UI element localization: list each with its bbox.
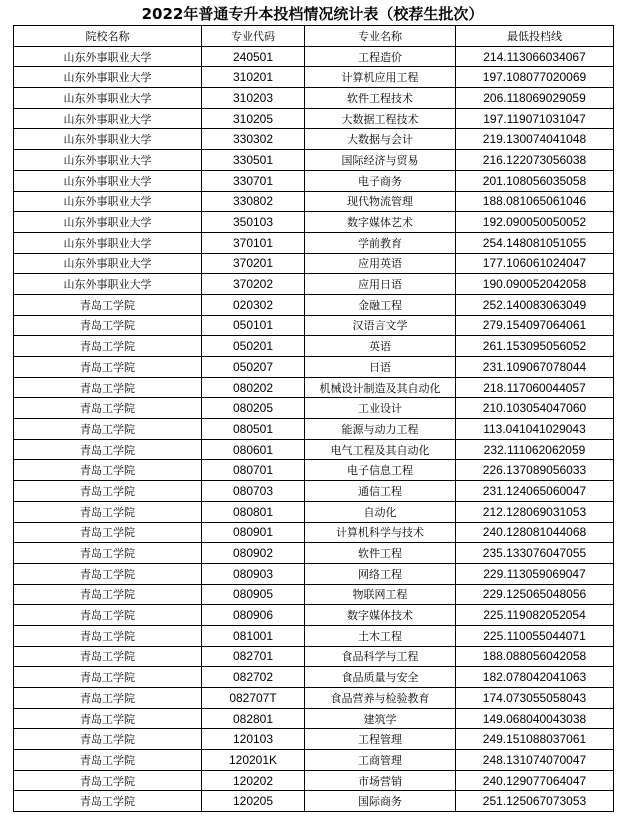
major-code-cell: 120202	[202, 770, 305, 791]
major-name-cell: 国际经济与贸易	[305, 150, 456, 171]
min-score-cell: 177.106061024047	[456, 253, 614, 274]
min-score-cell: 248.131074070047	[456, 750, 614, 771]
min-score-cell: 240.129077064047	[456, 770, 614, 791]
min-score-cell: 229.113059069047	[456, 563, 614, 584]
school-name-cell: 山东外事职业大学	[14, 170, 202, 191]
min-score-cell: 249.151088037061	[456, 729, 614, 750]
major-name-cell: 英语	[305, 336, 456, 357]
major-code-cell: 080801	[202, 501, 305, 522]
min-score-cell: 235.133076047055	[456, 543, 614, 564]
table-row	[14, 667, 614, 688]
table-row	[14, 191, 614, 212]
table-body	[14, 46, 614, 811]
table-row	[14, 46, 614, 67]
school-name-cell: 青岛工学院	[14, 481, 202, 502]
major-name-cell: 食品质量与安全	[305, 667, 456, 688]
table-row	[14, 708, 614, 729]
table-row	[14, 357, 614, 378]
table-row	[14, 791, 614, 812]
major-code-cell: 310203	[202, 88, 305, 109]
min-score-cell: 231.124065060047	[456, 481, 614, 502]
major-code-cell: 020302	[202, 294, 305, 315]
major-name-cell: 应用英语	[305, 253, 456, 274]
table-row	[14, 481, 614, 502]
major-name-cell: 计算机科学与技术	[305, 522, 456, 543]
major-name-cell: 软件工程	[305, 543, 456, 564]
min-score-cell: 240.128081044068	[456, 522, 614, 543]
major-code-cell: 330802	[202, 191, 305, 212]
min-score-cell: 219.130074041048	[456, 129, 614, 150]
min-score-cell: 182.078042041063	[456, 667, 614, 688]
school-name-cell: 山东外事职业大学	[14, 191, 202, 212]
table-header-row	[14, 26, 614, 47]
school-name-cell: 青岛工学院	[14, 688, 202, 709]
table-row	[14, 150, 614, 171]
school-name-cell: 山东外事职业大学	[14, 212, 202, 233]
major-code-cell: 310205	[202, 108, 305, 129]
page-title: 2022年普通专升本投档情况统计表（校荐生批次）	[141, 5, 484, 23]
major-name-cell: 能源与动力工程	[305, 419, 456, 440]
major-name-cell: 国际商务	[305, 791, 456, 812]
major-code-cell: 050101	[202, 315, 305, 336]
table-row	[14, 336, 614, 357]
major-code-cell: 080906	[202, 605, 305, 626]
table-row	[14, 212, 614, 233]
school-name-cell: 山东外事职业大学	[14, 108, 202, 129]
major-name-cell: 大数据与会计	[305, 129, 456, 150]
table-row	[14, 108, 614, 129]
min-score-cell: 210.103054047060	[456, 398, 614, 419]
min-score-cell: 201.108056035058	[456, 170, 614, 191]
table-row	[14, 584, 614, 605]
school-name-cell: 青岛工学院	[14, 522, 202, 543]
header-major-code: 专业代码	[202, 26, 305, 47]
min-score-cell: 113.041041029043	[456, 419, 614, 440]
school-name-cell: 青岛工学院	[14, 501, 202, 522]
school-name-cell: 青岛工学院	[14, 419, 202, 440]
major-name-cell: 食品营养与检验教育	[305, 688, 456, 709]
major-code-cell: 080902	[202, 543, 305, 564]
major-code-cell: 080903	[202, 563, 305, 584]
table-row	[14, 770, 614, 791]
table-row	[14, 398, 614, 419]
table-row	[14, 522, 614, 543]
major-code-cell: 370101	[202, 232, 305, 253]
major-code-cell: 370201	[202, 253, 305, 274]
major-code-cell: 080701	[202, 460, 305, 481]
table-row	[14, 294, 614, 315]
school-name-cell: 青岛工学院	[14, 646, 202, 667]
min-score-cell: 251.125067073053	[456, 791, 614, 812]
major-name-cell: 电子商务	[305, 170, 456, 191]
table-row	[14, 688, 614, 709]
major-name-cell: 市场营销	[305, 770, 456, 791]
school-name-cell: 青岛工学院	[14, 543, 202, 564]
major-name-cell: 工程管理	[305, 729, 456, 750]
major-name-cell: 大数据工程技术	[305, 108, 456, 129]
major-code-cell: 082801	[202, 708, 305, 729]
major-name-cell: 建筑学	[305, 708, 456, 729]
table-row	[14, 625, 614, 646]
school-name-cell: 青岛工学院	[14, 770, 202, 791]
major-code-cell: 082707T	[202, 688, 305, 709]
table-row	[14, 129, 614, 150]
school-name-cell: 青岛工学院	[14, 336, 202, 357]
major-code-cell: 310201	[202, 67, 305, 88]
major-name-cell: 自动化	[305, 501, 456, 522]
major-code-cell: 081001	[202, 625, 305, 646]
min-score-cell: 226.137089056033	[456, 460, 614, 481]
school-name-cell: 青岛工学院	[14, 584, 202, 605]
table-row	[14, 377, 614, 398]
min-score-cell: 206.118069029059	[456, 88, 614, 109]
school-name-cell: 青岛工学院	[14, 315, 202, 336]
school-name-cell: 山东外事职业大学	[14, 274, 202, 295]
major-name-cell: 学前教育	[305, 232, 456, 253]
min-score-cell: 188.081065061046	[456, 191, 614, 212]
table-row	[14, 605, 614, 626]
school-name-cell: 青岛工学院	[14, 439, 202, 460]
school-name-cell: 青岛工学院	[14, 460, 202, 481]
min-score-cell: 225.110055044071	[456, 625, 614, 646]
header-major-name: 专业名称	[305, 26, 456, 47]
major-name-cell: 电气工程及其自动化	[305, 439, 456, 460]
table-row	[14, 460, 614, 481]
header-school: 院校名称	[14, 26, 202, 47]
school-name-cell: 青岛工学院	[14, 357, 202, 378]
major-code-cell: 080501	[202, 419, 305, 440]
school-name-cell: 青岛工学院	[14, 563, 202, 584]
major-code-cell: 120103	[202, 729, 305, 750]
major-code-cell: 330302	[202, 129, 305, 150]
table-row	[14, 419, 614, 440]
table-row	[14, 563, 614, 584]
min-score-cell: 229.125065048056	[456, 584, 614, 605]
min-score-cell: 225.119082052054	[456, 605, 614, 626]
school-name-cell: 山东外事职业大学	[14, 88, 202, 109]
table-row	[14, 729, 614, 750]
school-name-cell: 青岛工学院	[14, 294, 202, 315]
school-name-cell: 青岛工学院	[14, 729, 202, 750]
header-min-score: 最低投档线	[456, 26, 614, 47]
major-name-cell: 工商管理	[305, 750, 456, 771]
table-row	[14, 274, 614, 295]
major-name-cell: 通信工程	[305, 481, 456, 502]
major-name-cell: 金融工程	[305, 294, 456, 315]
major-code-cell: 050207	[202, 357, 305, 378]
major-name-cell: 日语	[305, 357, 456, 378]
major-code-cell: 370202	[202, 274, 305, 295]
school-name-cell: 青岛工学院	[14, 377, 202, 398]
min-score-cell: 188.088056042058	[456, 646, 614, 667]
table-row	[14, 750, 614, 771]
school-name-cell: 山东外事职业大学	[14, 150, 202, 171]
min-score-cell: 279.154097064061	[456, 315, 614, 336]
major-name-cell: 物联网工程	[305, 584, 456, 605]
major-name-cell: 土木工程	[305, 625, 456, 646]
school-name-cell: 青岛工学院	[14, 791, 202, 812]
school-name-cell: 青岛工学院	[14, 667, 202, 688]
school-name-cell: 青岛工学院	[14, 708, 202, 729]
major-name-cell: 计算机应用工程	[305, 67, 456, 88]
school-name-cell: 山东外事职业大学	[14, 67, 202, 88]
table-row	[14, 646, 614, 667]
min-score-cell: 218.117060044057	[456, 377, 614, 398]
min-score-cell: 197.119071031047	[456, 108, 614, 129]
major-name-cell: 工业设计	[305, 398, 456, 419]
table-row	[14, 253, 614, 274]
major-code-cell: 330501	[202, 150, 305, 171]
min-score-cell: 174.073055058043	[456, 688, 614, 709]
major-name-cell: 软件工程技术	[305, 88, 456, 109]
min-score-cell: 190.090052042058	[456, 274, 614, 295]
major-code-cell: 082702	[202, 667, 305, 688]
major-name-cell: 数字媒体艺术	[305, 212, 456, 233]
min-score-cell: 214.113066034067	[456, 46, 614, 67]
table-row	[14, 170, 614, 191]
major-code-cell: 050201	[202, 336, 305, 357]
major-code-cell: 080202	[202, 377, 305, 398]
min-score-cell: 216.122073056038	[456, 150, 614, 171]
major-name-cell: 数字媒体技术	[305, 605, 456, 626]
school-name-cell: 山东外事职业大学	[14, 253, 202, 274]
major-code-cell: 080205	[202, 398, 305, 419]
table-row	[14, 501, 614, 522]
major-name-cell: 汉语言文学	[305, 315, 456, 336]
major-name-cell: 应用日语	[305, 274, 456, 295]
major-code-cell: 120205	[202, 791, 305, 812]
school-name-cell: 青岛工学院	[14, 398, 202, 419]
admission-score-table	[13, 25, 614, 812]
major-code-cell: 082701	[202, 646, 305, 667]
major-name-cell: 食品科学与工程	[305, 646, 456, 667]
major-code-cell: 080905	[202, 584, 305, 605]
table-row	[14, 67, 614, 88]
min-score-cell: 197.108077020069	[456, 67, 614, 88]
major-code-cell: 120201K	[202, 750, 305, 771]
major-code-cell: 350103	[202, 212, 305, 233]
min-score-cell: 252.140083063049	[456, 294, 614, 315]
school-name-cell: 山东外事职业大学	[14, 46, 202, 67]
major-name-cell: 工程造价	[305, 46, 456, 67]
major-name-cell: 现代物流管理	[305, 191, 456, 212]
min-score-cell: 231.109067078044	[456, 357, 614, 378]
major-name-cell: 机械设计制造及其自动化	[305, 377, 456, 398]
school-name-cell: 青岛工学院	[14, 605, 202, 626]
major-code-cell: 080601	[202, 439, 305, 460]
min-score-cell: 261.153095056052	[456, 336, 614, 357]
major-name-cell: 电子信息工程	[305, 460, 456, 481]
min-score-cell: 212.128069031053	[456, 501, 614, 522]
school-name-cell: 山东外事职业大学	[14, 232, 202, 253]
school-name-cell: 青岛工学院	[14, 625, 202, 646]
major-code-cell: 080703	[202, 481, 305, 502]
table-row	[14, 88, 614, 109]
min-score-cell: 192.090050050052	[456, 212, 614, 233]
major-code-cell: 240501	[202, 46, 305, 67]
table-row	[14, 439, 614, 460]
major-code-cell: 330701	[202, 170, 305, 191]
min-score-cell: 149.068040043038	[456, 708, 614, 729]
major-name-cell: 网络工程	[305, 563, 456, 584]
table-row	[14, 315, 614, 336]
school-name-cell: 青岛工学院	[14, 750, 202, 771]
major-code-cell: 080901	[202, 522, 305, 543]
table-row	[14, 543, 614, 564]
min-score-cell: 254.148081051055	[456, 232, 614, 253]
school-name-cell: 山东外事职业大学	[14, 129, 202, 150]
min-score-cell: 232.111062062059	[456, 439, 614, 460]
table-row	[14, 232, 614, 253]
